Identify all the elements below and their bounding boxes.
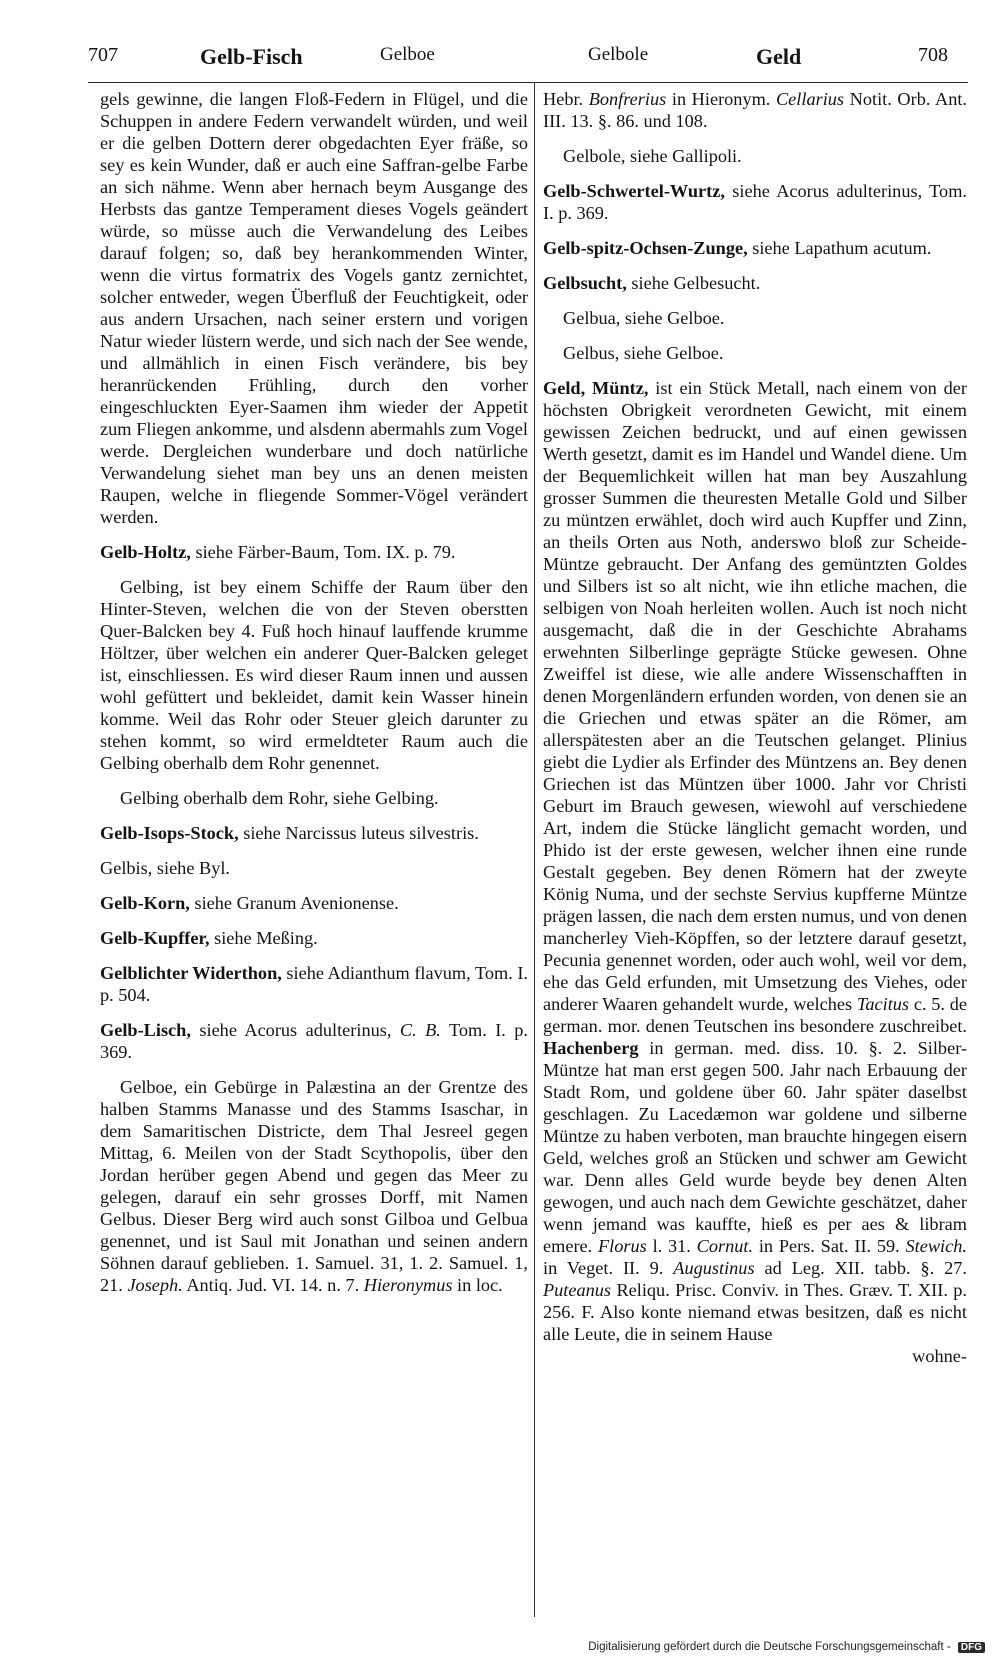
right-running-title: Geld [756, 44, 802, 69]
entry-text: ein Gebürge in Palæstina an der Grentze des halben Stamms Manasse und des Stamms Isaschar, in dem Samaritischen Districte, dem Thal Jesreel gegen Mittag, 6. Meilen von der Stadt Scythopolis, über den Jordan herüber gegen Abend und gegen das Meer zu gelegen, darauf ein sehr grosses Dorff, mit Namen Gelbus. Dieser Berg wird auch sonst Gilboa und Gelbua genennet, und ist Saul mit Jonathan und seinen andern Söhnen darauf geblieben. 1. Samuel. 31, 1. 2. Samuel. 1, 21. [100, 1077, 528, 1295]
entry-gelbus [543, 342, 967, 364]
entry-headword: Gelb-spitz-Ochsen-Zunge, [543, 238, 748, 258]
entry-text: Gelbus, siehe Gelboe. [563, 343, 724, 363]
entry-text: siehe Acorus adulterinus, Tom. I. p. 369. [543, 181, 967, 223]
entry-headword: Gelboe, [120, 1077, 178, 1097]
entry-text: siehe Narcissus luteus silvestris. [243, 823, 479, 843]
entry-gelb-lisch [100, 1019, 528, 1063]
entry-text: siehe Acorus adulterinus, [199, 1020, 392, 1040]
entry-gelboe-continued [543, 88, 967, 132]
left-catch-heading: Gelboe [380, 44, 435, 65]
entry-gelbua [543, 307, 967, 329]
citation-author: Florus [598, 1236, 647, 1256]
entry-gelbing-oberhalb [100, 787, 528, 809]
column-divider [534, 82, 535, 1617]
entry-gelbole [543, 145, 967, 167]
entry-text-tail: Tom. I. p. 369. [100, 1020, 529, 1062]
header-rule [88, 82, 968, 83]
entry-headword: Gelb-Lisch, [100, 1020, 191, 1040]
entry-text: Gelbole, siehe Gallipoli. [563, 146, 742, 166]
entry-gelbis [100, 857, 528, 879]
entry-gelb-fisch-continued [100, 88, 528, 528]
entry-headword: Gelb-Isops-Stock, [100, 823, 239, 843]
citation-text: Antiq. Jud. VI. 14. n. 7. [186, 1275, 360, 1295]
entry-headword: Geld, Müntz, [543, 378, 649, 398]
entry-text: Reliqu. Prisc. Conviv. in Thes. Græv. T. XII. p. 256. F. Also konte niemand etwas besitzen, daß es nicht alle Leute, die in seinem Hause [543, 1280, 967, 1344]
dfg-logo: DFG [958, 1642, 985, 1653]
entry-headword: Gelblichter Widerthon, [100, 963, 282, 983]
entry-text: Gelbing oberhalb dem Rohr, siehe Gelbing. [120, 788, 439, 808]
entry-gelb-isops-stock [100, 822, 528, 844]
citation-text: in loc. [457, 1275, 503, 1295]
citation-author: Augustinus [673, 1258, 755, 1278]
entry-gelbsucht [543, 272, 967, 294]
entry-headword: Gelb-Schwertel-Wurtz, [543, 181, 725, 201]
entry-text: Hebr. [543, 89, 584, 109]
entry-gelboe [100, 1076, 528, 1296]
entry-text: c. 5. de german. mor. denen Teutschen ins besondere zuschreibet. [543, 994, 968, 1036]
left-column [100, 88, 528, 1309]
digitization-credit [520, 1641, 985, 1661]
entry-gelb-korn [100, 892, 528, 914]
entry-headword: Gelb-Korn, [100, 893, 190, 913]
entry-text: in Veget. II. 9. [543, 1258, 664, 1278]
left-running-title: Gelb-Fisch [200, 44, 303, 69]
entry-text: siehe Adianthum flavum, Tom. I. p. 504. [100, 963, 528, 1005]
entry-headword: Gelbsucht, [543, 273, 627, 293]
entry-gelb-spitz-ochsen-zunge [543, 237, 967, 259]
entry-text: gels gewinne, die langen Floß-Federn in Flügel, und die Schuppen in andere Federn verwandelt würden, und weil er die gelben Dottern derer obgedachten Eyer fräße, so sey es kein Wunder, daß er auch eine Saffran-gelbe Farbe an sich nähme. Wenn aber hernach beym Ausgange des Herbsts das gantze Temperament dieses Vogels geändert würde, so müsse auch die Verwandelung des Leibes darauf folgen; so, daß bey herankommenden Winter, wenn die virtus formatrix des Vogels gantz zernichtet, solcher entweder, wegen Überfluß der Feuchtigkeit, oder aus andern Ursachen, nach seiner erstern und vorigen Natur wieder lüstern werde, und sich nach der See wende, und allmählich in einen Fisch verändere, bis bey heranrückenden Frühling, durch den vorher eingeschluckten Eyer-Saamen ihm wieder der Appetit zum Fliegen ankomme, und alsdenn abermahls zum Vogel werde. Dergleichen wunderbare und doch natürliche Verwandelung siehet man bey uns an denen meisten Raupen, welche in fliegende Sommer-Vögel verändert werden. [100, 89, 528, 527]
entry-text: in Pers. Sat. II. 59. [758, 1236, 900, 1256]
entry-text: ist ein Stück Metall, nach einem von der höchsten Obrigkeit verordneten Gewicht, mit einem gewissen Zeichen bedruckt, und auf einen gewissen Werth gesetzt, damit es im Handel und Wandel diene. Um der Bequemlichkeit willen hat man bey Auszahlung grosser Summen die theuresten Metalle Gold und Silber zu müntzen erwählet, doch wird auch Kupffer und Zinn, an theils Orten aus Noth, anderswo bloß zur Scheide-Müntze gebraucht. Der Anfang des gemüntzten Goldes und Silbers ist so alt nicht, wie ihn etliche machen, die selbigen von Noah herleiten wollen. Auch ist noch nicht ausgemacht, daß die in der Geschichte Abrahams erwehnten Silberlinge geprägte Stücke gewesen. Ohne Zweiffel ist diese, wie alle andere Wissenschafften in denen Morgenländern erfunden worden, von denen sie an die Griechen und etwas später an die Römer, am allerspätesten aber an die Teutschen gelanget. Plinius giebt die Lydier als Erfinder des Müntzens an. Bey denen Griechen ist das Müntzen über 1000. Jahr vor Christi Geburt im Brauch gewesen, wiewohl auf verschiedene Art, indem die Stücke länglicht gemacht worden, und Phido ist der erste gewesen, welcher ihnen eine runde Gestalt gegeben. Bey denen Römern hat der zweyte König Numa, und der sechste Servius kupfferne Müntze prägen lassen, die nach dem ersten numus, und von denen mancherley Vieh-Köpffen, so der letztere darauf gesetzt, Pecunia genennet worden, oder auch wohl, weil vor dem, ehe das Geld erfunden, mit Umsetzung des Viehes, oder anderer Waaren gehandelt wurde, welches [543, 378, 967, 1014]
entry-text: Gelbis, siehe Byl. [100, 858, 230, 878]
citation-cb: C. B. [399, 1020, 441, 1040]
right-page-number: 708 [918, 44, 948, 66]
right-catch-heading: Gelbole [588, 44, 649, 65]
citation-author: Joseph. [127, 1275, 183, 1295]
citation-author: Cornut. [696, 1236, 754, 1256]
citation-author: Cellarius [775, 89, 845, 109]
entry-text: l. 31. [652, 1236, 691, 1256]
entry-headword: Gelb-Kupffer, [100, 928, 210, 948]
entry-text: siehe Lapathum acutum. [752, 238, 932, 258]
entry-gelbing [100, 576, 528, 774]
citation-author: Hieronymus [363, 1275, 453, 1295]
entry-text: siehe Färber-Baum, Tom. IX. p. 79. [195, 542, 456, 562]
entry-geld-muentz [543, 377, 967, 1367]
entry-text: in Hieronym. [671, 89, 771, 109]
entry-text: ist bey einem Schiffe der Raum über den Hinter-Steven, welchen die von der Steven oberstten Quer-Balcken bey 4. Fuß hoch hinauf lauffende krumme Höltzer, über welchen ein anderer Quer-Balcken geleget ist, einschliessen. Es wird dieser Raum innen und aussen wohl gefüttert und bekleidet, damit kein Wasser hinein komme. Weil das Rohr oder Steuer gleich darunter zu stehen kommt, so wird ermeldteter Raum auch die Gelbing oberhalb dem Rohr genennet. [100, 577, 528, 773]
entry-headword: Gelb-Holtz, [100, 542, 191, 562]
citation-author: Bonfrerius [588, 89, 667, 109]
entry-text: siehe Gelbesucht. [631, 273, 761, 293]
entry-text: in german. med. diss. 10. §. 2. Silber-Müntze hat man erst gegen 500. Jahr nach Erbauung der Stadt Rom, und goldene über 60. Jahr später daselbst geschlagen. Zu Lacedæmon war goldene und silberne Müntze zu haben verboten, man brauchte hingegen eisern Geld, welches groß an Stücken und schwer am Gewicht war. Denn alles Geld wurde beyde bey denen Alten gewogen, und auch nach dem Gewichte geschätzet, daher wenn jemand was kauffte, hieß es per aes & libram emere. [543, 1038, 967, 1256]
entry-gelb-kupffer [100, 927, 528, 949]
left-page-number: 707 [88, 44, 118, 66]
entry-text: Notit. Orb. Ant. III. 13. §. 86. und 108. [543, 89, 967, 131]
citation-author: Stewich. [905, 1236, 967, 1256]
entry-gelb-schwertel-wurtz [543, 180, 967, 224]
running-header [88, 40, 968, 80]
footer-text: Digitalisierung gefördert durch die Deutsche Forschungsgemeinschaft - [588, 1641, 951, 1653]
catchword: wohne- [912, 1346, 967, 1366]
entry-text: Gelbua, siehe Gelboe. [563, 308, 725, 328]
entry-gelblichter-widerthon [100, 962, 528, 1006]
citation-author: Hachenberg [543, 1038, 639, 1058]
entry-text: siehe Granum Avenionense. [194, 893, 399, 913]
entry-gelb-holtz [100, 541, 528, 563]
citation-author: Puteanus [543, 1280, 612, 1300]
entry-headword: Gelbing, [120, 577, 184, 597]
citation-author: Tacitus [856, 994, 910, 1014]
entry-text: ad Leg. XII. tabb. §. 27. [764, 1258, 967, 1278]
entry-text: siehe Meßing. [214, 928, 318, 948]
right-column [543, 88, 967, 1380]
